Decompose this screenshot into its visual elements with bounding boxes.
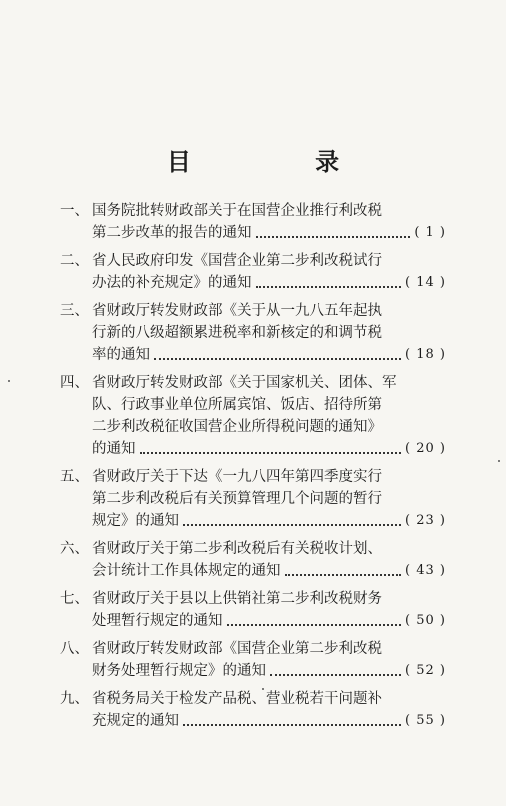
leader-dots bbox=[256, 236, 411, 238]
entry-title-line: 的通知 bbox=[92, 441, 136, 457]
entry-number: 六、 bbox=[60, 541, 89, 557]
toc-entry bbox=[60, 200, 446, 244]
scan-speck bbox=[498, 460, 500, 462]
entry-title-line: 二步利改税征收国营企业所得税问题的通知》 bbox=[92, 419, 382, 435]
entry-number: 五、 bbox=[60, 469, 89, 485]
leader-dots bbox=[183, 524, 401, 526]
entry-title-line: 省财政厅转发财政部《关于国家机关、团体、军 bbox=[92, 375, 397, 391]
entry-title-line: 率的通知 bbox=[92, 347, 150, 363]
entry-title-line: 第二步利改税后有关预算管理几个问题的暂行 bbox=[92, 491, 382, 507]
entry-title-line: 队、行政事业单位所属宾馆、饭店、招待所第 bbox=[92, 397, 382, 413]
entry-number: 二、 bbox=[60, 253, 89, 269]
entry-title-line: 充规定的通知 bbox=[92, 713, 179, 729]
leader-dots bbox=[154, 358, 401, 360]
page-title: 目 录 bbox=[166, 147, 398, 176]
entry-title-line: 省人民政府印发《国营企业第二步利改税试行 bbox=[92, 253, 382, 269]
entry-number: 三、 bbox=[60, 303, 89, 319]
entry-title-line: 财务处理暂行规定》的通知 bbox=[92, 663, 266, 679]
scan-speck bbox=[8, 380, 10, 382]
toc-entry bbox=[60, 588, 446, 632]
page-number: ( 23 ) bbox=[405, 513, 446, 528]
scan-speck bbox=[262, 688, 264, 690]
entry-title-line: 行新的八级超额累进税率和新核定的和调节税 bbox=[92, 325, 382, 341]
leader-dots bbox=[140, 452, 402, 454]
toc-entry bbox=[60, 300, 446, 366]
entry-title-line: 第二步改革的报告的通知 bbox=[92, 225, 252, 241]
entry-title-line: 规定》的通知 bbox=[92, 513, 179, 529]
entry-title-line: 省财政厅关于下达《一九八四年第四季度实行 bbox=[92, 469, 382, 485]
entry-title-line: 省财政厅转发财政部《国营企业第二步利改税 bbox=[92, 641, 382, 657]
entry-title-line: 省财政厅关于县以上供销社第二步利改税财务 bbox=[92, 591, 382, 607]
entry-number: 四、 bbox=[60, 375, 89, 391]
entry-title-line: 办法的补充规定》的通知 bbox=[92, 275, 252, 291]
page-number: ( 18 ) bbox=[405, 347, 446, 362]
page-number: ( 50 ) bbox=[405, 613, 446, 628]
table-of-contents bbox=[60, 200, 446, 738]
leader-dots bbox=[270, 674, 401, 676]
page-number: ( 52 ) bbox=[405, 663, 446, 678]
toc-entry bbox=[60, 688, 446, 732]
leader-dots bbox=[285, 574, 402, 576]
toc-entry bbox=[60, 638, 446, 682]
entry-title-line: 国务院批转财政部关于在国营企业推行利改税 bbox=[92, 203, 382, 219]
entry-title-line: 省财政厅关于第二步利改税后有关税收计划、 bbox=[92, 541, 382, 557]
toc-entry bbox=[60, 466, 446, 532]
page-number: ( 55 ) bbox=[405, 713, 446, 728]
toc-entry bbox=[60, 250, 446, 294]
entry-title-line: 省税务局关于检发产品税、营业税若干问题补 bbox=[92, 691, 382, 707]
page-number: ( 20 ) bbox=[405, 441, 446, 456]
page-number: ( 43 ) bbox=[405, 563, 446, 578]
entry-title-line: 处理暂行规定的通知 bbox=[92, 613, 223, 629]
page-number: ( 1 ) bbox=[414, 225, 446, 240]
entry-title-line: 会计统计工作具体规定的通知 bbox=[92, 563, 281, 579]
leader-dots bbox=[183, 724, 401, 726]
leader-dots bbox=[227, 624, 402, 626]
toc-entry bbox=[60, 538, 446, 582]
leader-dots bbox=[256, 286, 402, 288]
entry-title-line: 省财政厅转发财政部《关于从一九八五年起执 bbox=[92, 303, 382, 319]
toc-entry bbox=[60, 372, 446, 460]
entry-number: 一、 bbox=[60, 203, 89, 219]
entry-number: 九、 bbox=[60, 691, 89, 707]
entry-number: 七、 bbox=[60, 591, 89, 607]
page-number: ( 14 ) bbox=[405, 275, 446, 290]
entry-number: 八、 bbox=[60, 641, 89, 657]
